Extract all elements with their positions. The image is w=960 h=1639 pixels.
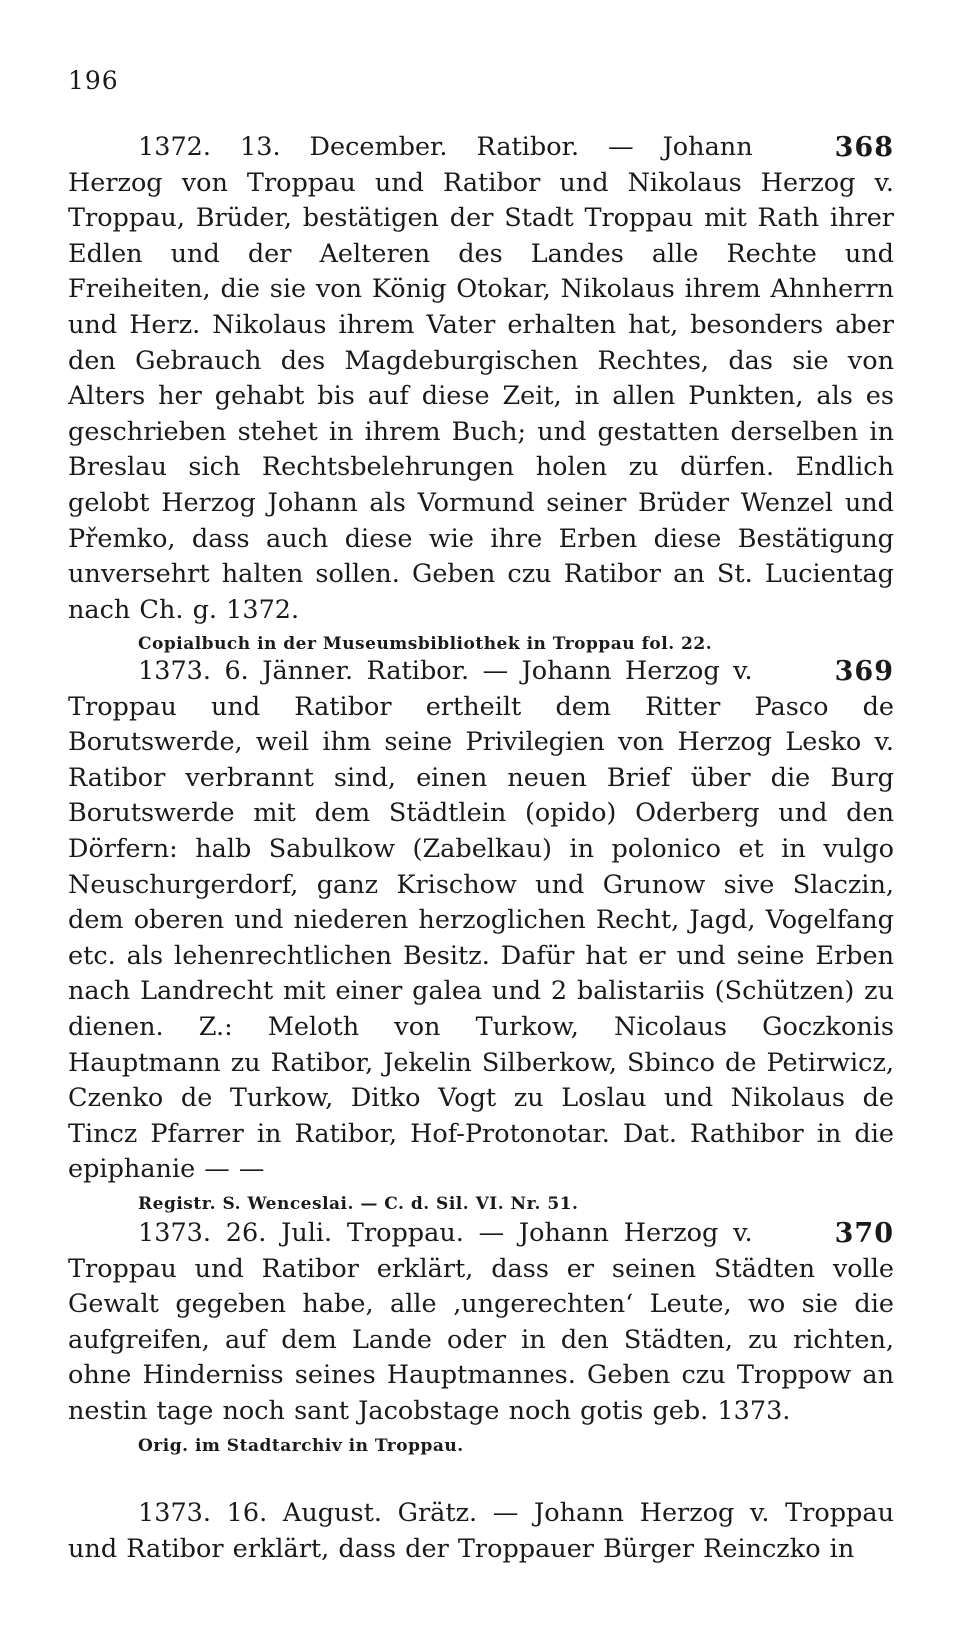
document-entry	[68, 130, 894, 656]
page-number: 196	[68, 66, 119, 95]
source-citation: Orig. im Stadtarchiv in Troppau.	[138, 1435, 464, 1456]
document-number: 370	[834, 1218, 894, 1249]
entry-text: 1372. 13. December. Ratibor. — Johann Herzog von Troppau und Ratibor und Nikolaus Herzog v. Troppau, Brüder, bestätigen der Stadt Troppau mit Rath ihrer Edlen und der Aelteren des Landes alle Rechte und Freiheiten, die sie von König Otokar, Nikolaus ihrem Ahnherrn und Herz. Nikolaus ihrem Vater erhalten hat, besonders aber den Gebrauch des Magdeburgischen Rechtes, das sie von Alters her gehabt bis auf diese Zeit, in allen Punkten, als es geschrieben stehet in ihrem Buch; und gestatten derselben in Breslau sich Rechtsbelehrungen holen zu dürfen. Endlich gelobt Herzog Johann als Vormund seiner Brüder Wenzel und Přemko, dass auch diese wie ihre Erben diese Bestätigung unversehrt halten sollen. Geben czu Ratibor an St. Lucientag nach Ch. g. 1372.	[68, 132, 894, 625]
source-citation: Registr. S. Wenceslai. — C. d. Sil. VI. Nr. 51.	[138, 1193, 579, 1214]
entry-text-block	[68, 1496, 894, 1567]
entry-text: 1373. 16. August. Grätz. — Johann Herzog v. Troppau und Ratibor erklärt, dass der Troppauer Bürger Reinczko in	[68, 1498, 894, 1564]
document-entry	[68, 1496, 894, 1567]
source-citation: Copialbuch in der Museumsbibliothek in Troppau fol. 22.	[138, 634, 713, 655]
entry-text: 1373. 6. Jänner. Ratibor. — Johann Herzog v. Troppau und Ratibor ertheilt dem Ritter Pasco de Borutswerde, weil ihm seine Privilegien von Herzog Lesko v. Ratibor verbrannt sind, einen neuen Brief über die Burg Borutswerde mit dem Städtlein (opido) Oderberg und den Dörfern: halb Sabulkow (Zabelkau) in polonico et in vulgo Neuschurgerdorf, ganz Krischow und Grunow sive Slaczin, dem oberen und niederen herzoglichen Recht, Jagd, Vogelfang etc. als lehenrechtlichen Besitz. Dafür hat er und seine Erben nach Landrecht mit einer galea und 2 balistariis (Schützen) zu dienen. Z.: Meloth von Turkow, Nicolaus Goczkonis Hauptmann zu Ratibor, Jekelin Silberkow, Sbinco de Petirwicz, Czenko de Turkow, Ditko Vogt zu Loslau und Nikolaus de Tincz Pfarrer in Ratibor, Hof-Protonotar. Dat. Rathibor in die epiphanie — —	[68, 656, 894, 1185]
document-number: 368	[834, 132, 894, 163]
document-entry	[68, 1216, 894, 1458]
document-number: 369	[834, 656, 894, 687]
entry-text-block	[68, 1216, 894, 1430]
entry-text-block	[68, 654, 894, 1188]
entry-text: 1373. 26. Juli. Troppau. — Johann Herzog v. Troppau und Ratibor erklärt, dass er seinen Städten volle Gewalt gegeben habe, alle ‚ungerechten‘ Leute, wo sie die aufgreifen, auf dem Lande oder in den Städten, zu richten, ohne Hinderniss seines Hauptmannes. Geben czu Troppow an nestin tage noch sant Jacobstage noch gotis geb. 1373.	[68, 1218, 894, 1426]
document-entry	[68, 654, 894, 1216]
entry-text-block	[68, 130, 894, 628]
